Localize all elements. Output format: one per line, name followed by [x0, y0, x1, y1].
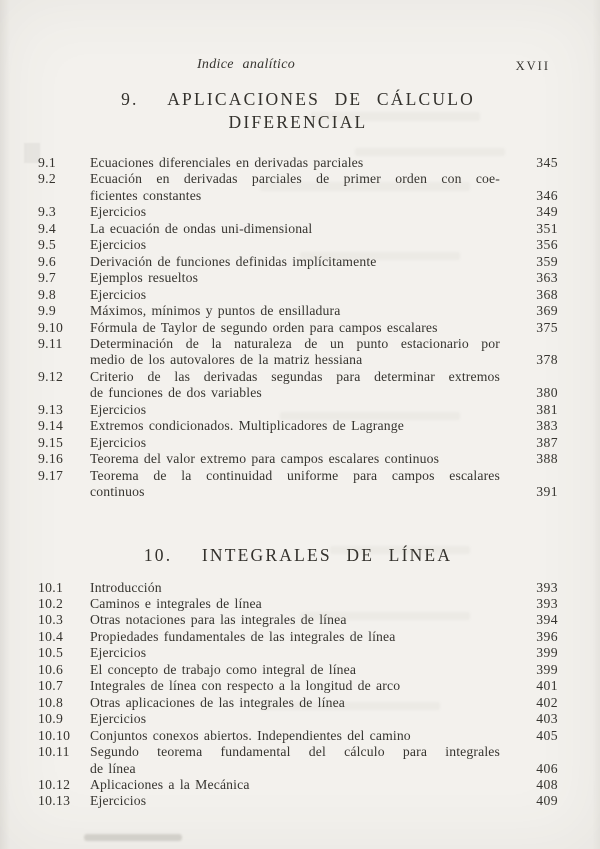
toc-entry-title-line: Ejercicios	[90, 237, 147, 253]
toc-entry-number: 10.4	[38, 628, 64, 644]
toc-entry-page: 368	[536, 286, 558, 302]
running-header	[0, 57, 600, 77]
toc-entry-number: 10.10	[38, 727, 71, 743]
toc-entry-number: 9.4	[38, 220, 57, 236]
toc-entry-title	[90, 612, 500, 628]
toc-entry-title	[90, 662, 500, 678]
toc-entry	[38, 320, 558, 336]
toc-entry-page: 375	[536, 319, 558, 335]
toc-entry-number: 9.16	[38, 451, 64, 467]
toc-entry	[38, 793, 558, 809]
toc-entry-title-line: Otras aplicaciones de las integrales de línea	[90, 694, 346, 710]
toc-entry	[38, 237, 558, 253]
toc-entry-number: 9.13	[38, 401, 64, 417]
toc-entry	[38, 418, 558, 434]
toc-entry-page: 394	[536, 612, 558, 628]
chapter-entries	[38, 155, 558, 501]
toc-entry-page: 380	[536, 385, 558, 401]
chapter-heading	[38, 88, 558, 134]
toc-entry-title	[90, 678, 500, 694]
toc-entry	[38, 777, 558, 793]
toc-entry-page: 399	[536, 645, 558, 661]
toc-entry	[38, 596, 558, 612]
toc-entry	[38, 580, 558, 596]
toc-entry-page: 408	[536, 776, 558, 792]
toc-entry-number: 10.8	[38, 694, 64, 710]
toc-entry-title	[90, 645, 500, 661]
toc-entry-page: 351	[536, 220, 558, 236]
toc-entry-title-line: Ejercicios	[90, 286, 147, 302]
toc-entry-title-line: Máximos, mínimos y puntos de ensilladura	[90, 303, 341, 319]
toc-entry	[38, 402, 558, 418]
toc-entry	[38, 728, 558, 744]
toc-entry-page: 399	[536, 661, 558, 677]
toc-entry-title	[90, 793, 500, 809]
toc-entry-page: 387	[536, 434, 558, 450]
toc-entry-number: 10.5	[38, 645, 64, 661]
toc-entry-title-line: Determinación de la naturaleza de un punto estacionario por	[90, 335, 500, 351]
toc-entry-page: 369	[536, 303, 558, 319]
toc-entry-page: 388	[536, 451, 558, 467]
toc-entry-page: 359	[536, 253, 558, 269]
toc-entry	[38, 435, 558, 451]
toc-entry-page: 378	[536, 352, 558, 368]
toc-entry-title-line: Aplicaciones a la Mecánica	[90, 776, 250, 792]
toc-entry-title	[90, 336, 500, 369]
toc-entry-page: 401	[536, 678, 558, 694]
toc-entry-title	[90, 237, 500, 253]
toc-entry	[38, 744, 558, 777]
chapter-number: 10.	[143, 544, 173, 565]
toc-entry-title-line: Fórmula de Taylor de segundo orden para campos escalares	[90, 319, 438, 335]
toc-entry-title-line: continuos	[90, 484, 145, 500]
toc-entry-title-line: de línea	[90, 760, 136, 776]
toc-entry-page: 356	[536, 237, 558, 253]
toc-entry-page: 405	[536, 727, 558, 743]
toc-entry-page: 396	[536, 628, 558, 644]
toc-entry-title	[90, 303, 500, 319]
toc-entry-title-line: Teorema del valor extremo para campos escalares continuos	[90, 451, 440, 467]
toc-entry-title-line: Ejemplos resueltos	[90, 270, 199, 286]
toc-entry-number: 9.10	[38, 319, 64, 335]
toc-entry-title	[90, 451, 500, 467]
toc-entry-number: 9.3	[38, 204, 57, 220]
toc-entry-title-line: de funciones de dos variables	[90, 385, 262, 401]
chapter-heading	[38, 544, 558, 567]
toc-entry-number: 9.7	[38, 270, 57, 286]
toc-entry-page: 409	[536, 793, 558, 809]
toc-entry-title	[90, 580, 500, 596]
toc-entry	[38, 451, 558, 467]
toc-entry	[38, 695, 558, 711]
toc-entry-number: 10.6	[38, 661, 64, 677]
toc-entry-number: 9.1	[38, 155, 57, 170]
toc-entry	[38, 204, 558, 220]
toc-entry-title	[90, 155, 500, 171]
toc-entry-number: 9.17	[38, 467, 64, 483]
toc-entry-number: 10.12	[38, 776, 71, 792]
toc-entry-page: 393	[536, 579, 558, 595]
table-of-contents	[38, 88, 558, 810]
toc-entry-title	[90, 744, 500, 777]
toc-entry-title-line: Ejercicios	[90, 204, 147, 220]
toc-entry-title	[90, 728, 500, 744]
toc-entry-page: 383	[536, 418, 558, 434]
chapter-title-line: DIFERENCIAL	[228, 112, 368, 132]
toc-entry	[38, 711, 558, 727]
toc-entry-title	[90, 402, 500, 418]
toc-entry	[38, 629, 558, 645]
toc-entry-number: 9.2	[38, 171, 57, 187]
toc-entry-title	[90, 369, 500, 402]
toc-entry-title-line: Ejercicios	[90, 793, 147, 809]
toc-entry	[38, 612, 558, 628]
toc-entry-title	[90, 204, 500, 220]
toc-entry-title	[90, 629, 500, 645]
toc-entry-page: 393	[536, 595, 558, 611]
toc-entry-number: 10.11	[38, 744, 70, 760]
toc-entry-title-line: Integrales de línea con respecto a la longitud de arco	[90, 678, 401, 694]
toc-entry-title	[90, 777, 500, 793]
toc-entry-number: 10.9	[38, 711, 64, 727]
running-title: Indice analítico	[196, 57, 296, 72]
toc-entry	[38, 369, 558, 402]
toc-entry	[38, 662, 558, 678]
chapter-section	[38, 544, 558, 810]
toc-entry-title-line: ficientes constantes	[90, 187, 202, 203]
toc-entry-title	[90, 695, 500, 711]
toc-entry-title	[90, 254, 500, 270]
toc-entry-title-line: Criterio de las derivadas segundas para determinar extremos	[90, 368, 500, 384]
toc-entry-number: 9.9	[38, 303, 57, 319]
toc-entry	[38, 468, 558, 501]
toc-entry-title-line: Ejercicios	[90, 645, 147, 661]
toc-entry-number: 9.5	[38, 237, 57, 253]
toc-entry	[38, 678, 558, 694]
toc-entry-page: 391	[536, 484, 558, 500]
toc-entry-number: 10.13	[38, 793, 71, 809]
toc-entry-page: 402	[536, 694, 558, 710]
scan-artifact	[84, 834, 182, 841]
toc-entry	[38, 336, 558, 369]
scan-artifact	[0, 0, 10, 849]
toc-entry	[38, 303, 558, 319]
toc-entry-title-line: Introducción	[90, 579, 162, 595]
toc-entry-number: 9.14	[38, 418, 64, 434]
chapter-section	[38, 88, 558, 501]
toc-entry-number: 10.3	[38, 612, 64, 628]
page-number-roman: XVII	[515, 59, 550, 73]
toc-entry-title	[90, 270, 500, 286]
toc-entry-title	[90, 171, 500, 204]
toc-entry-page: 363	[536, 270, 558, 286]
toc-entry-number: 10.2	[38, 595, 64, 611]
toc-entry-title	[90, 418, 500, 434]
chapter-entries	[38, 580, 558, 810]
toc-entry-title-line: Segundo teorema fundamental del cálculo para integrales	[90, 744, 500, 760]
toc-entry	[38, 645, 558, 661]
toc-entry-title	[90, 435, 500, 451]
toc-entry-number: 9.11	[38, 335, 63, 351]
toc-entry-title-line: Caminos e integrales de línea	[90, 595, 262, 611]
toc-entry-title-line: Otras notaciones para las integrales de línea	[90, 612, 347, 628]
toc-entry-title-line: Teorema de la continuidad uniforme para campos escalares	[90, 467, 500, 483]
toc-entry	[38, 287, 558, 303]
toc-entry	[38, 221, 558, 237]
toc-entry-number: 9.8	[38, 286, 57, 302]
toc-entry-page: 345	[536, 155, 558, 170]
chapter-title-line: APLICACIONES DE CÁLCULO	[167, 89, 475, 109]
toc-entry-number: 9.12	[38, 368, 64, 384]
toc-entry	[38, 171, 558, 204]
chapter-title-line: INTEGRALES DE LÍNEA	[201, 544, 453, 565]
toc-entry-number: 9.15	[38, 434, 64, 450]
toc-entry-page: 381	[536, 401, 558, 417]
toc-entry-page: 346	[536, 187, 558, 203]
toc-entry-number: 10.1	[38, 579, 64, 595]
toc-entry-page: 406	[536, 760, 558, 776]
chapter-number: 9.	[121, 89, 139, 109]
toc-entry-title	[90, 468, 500, 501]
toc-entry-page: 349	[536, 204, 558, 220]
toc-entry-title	[90, 596, 500, 612]
toc-entry-title-line: La ecuación de ondas uni-dimensional	[90, 220, 313, 236]
toc-entry-title-line: Ecuación en derivadas parciales de primer orden con coe-	[90, 171, 500, 187]
toc-entry	[38, 270, 558, 286]
toc-entry-title-line: Ejercicios	[90, 434, 147, 450]
toc-entry	[38, 254, 558, 270]
toc-entry-title-line: Ejercicios	[90, 711, 147, 727]
scan-artifact	[592, 0, 600, 849]
toc-entry-page: 403	[536, 711, 558, 727]
toc-entry-title-line: Propiedades fundamentales de las integrales de línea	[90, 628, 396, 644]
toc-entry	[38, 155, 558, 171]
toc-entry-title	[90, 320, 500, 336]
toc-entry-title-line: Conjuntos conexos abiertos. Independientes del camino	[90, 727, 411, 743]
toc-entry-title-line: El concepto de trabajo como integral de línea	[90, 661, 357, 677]
toc-entry-number: 10.7	[38, 678, 64, 694]
toc-entry-title	[90, 221, 500, 237]
toc-entry-title	[90, 711, 500, 727]
toc-entry-title-line: Extremos condicionados. Multiplicadores de Lagrange	[90, 418, 404, 434]
toc-entry-title-line: Ejercicios	[90, 401, 147, 417]
toc-entry-title-line: Derivación de funciones definidas implícitamente	[90, 253, 377, 269]
toc-entry-title-line: Ecuaciones diferenciales en derivadas parciales	[90, 155, 364, 170]
toc-entry-title	[90, 287, 500, 303]
toc-entry-title-line: medio de los autovalores de la matriz hessiana	[90, 352, 363, 368]
toc-entry-number: 9.6	[38, 253, 57, 269]
